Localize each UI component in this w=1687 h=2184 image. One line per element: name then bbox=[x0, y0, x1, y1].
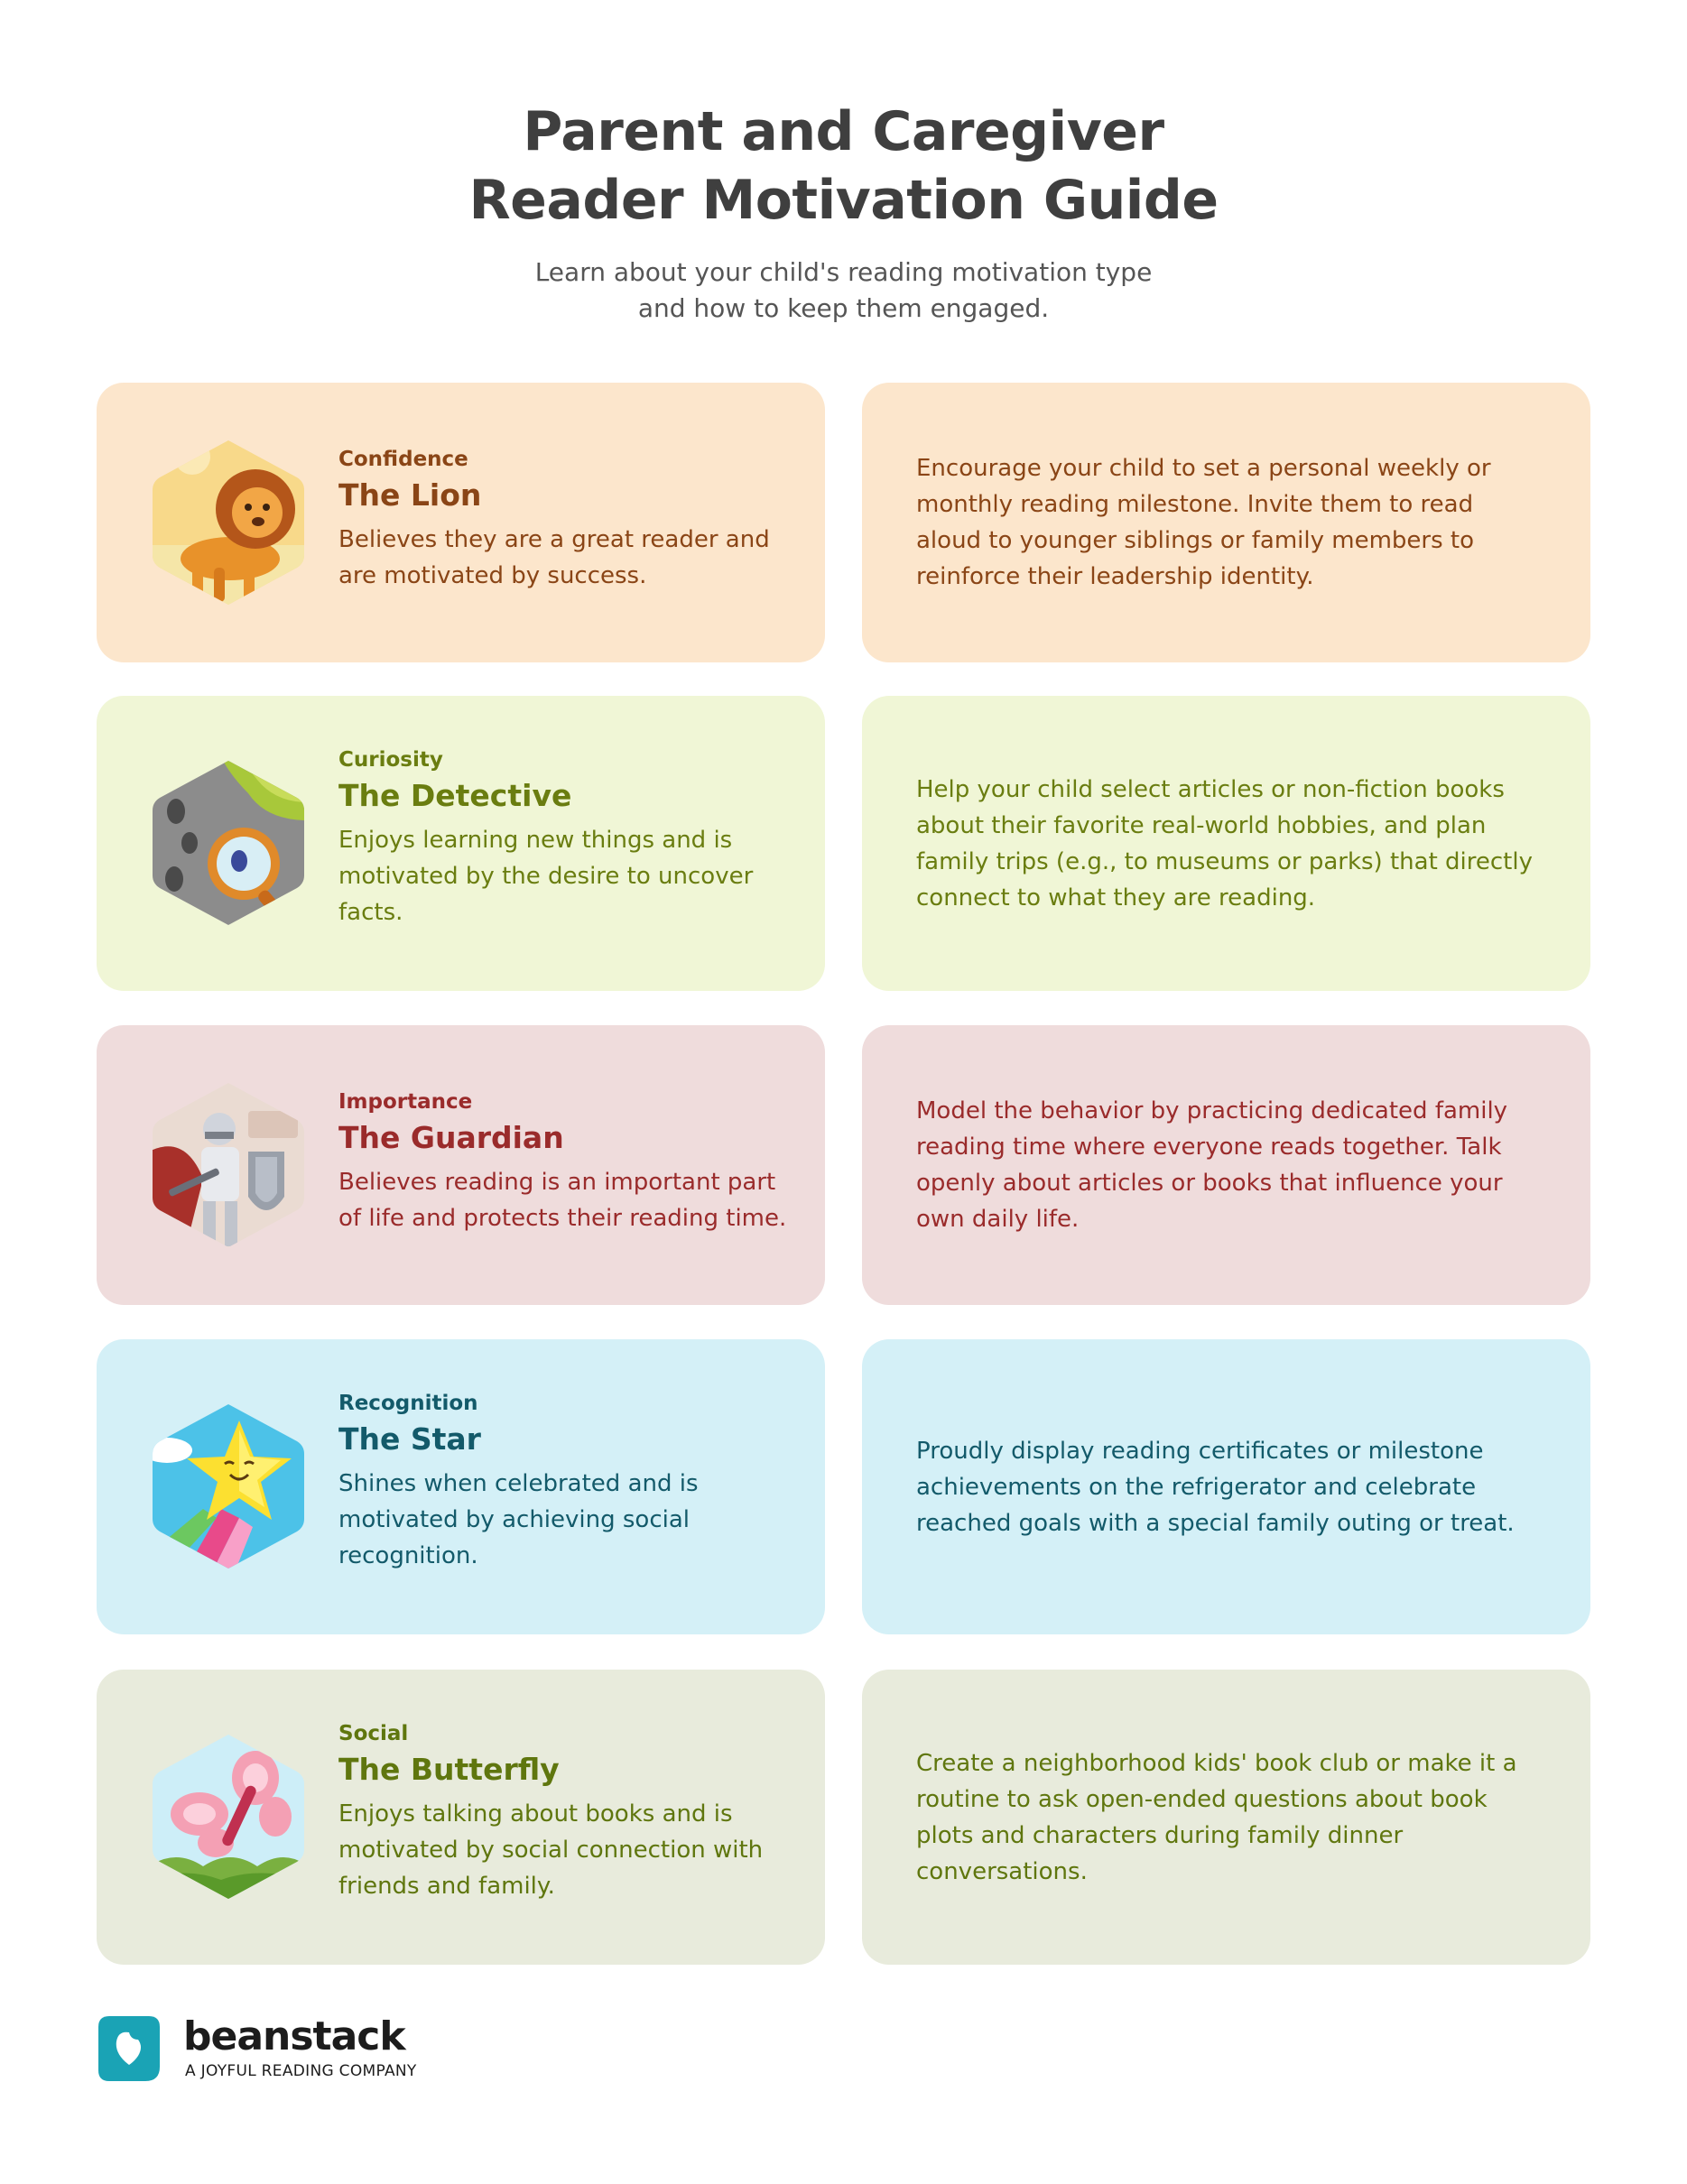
trait-label: Curiosity bbox=[338, 748, 443, 772]
brand-name: beanstack bbox=[183, 2013, 405, 2059]
type-name: The Star bbox=[338, 1421, 481, 1457]
tip-card-star bbox=[862, 1339, 1590, 1634]
trait-label: Recognition bbox=[338, 1392, 478, 1415]
tip-card-detective bbox=[862, 696, 1590, 991]
title-line-1: Parent and Caregiver bbox=[523, 100, 1164, 163]
tip-text: Encourage your child to set a personal weekly or monthly reading milestone. Invite them to read aloud to younger siblings or family members to reinforce their leadership identity. bbox=[916, 455, 1491, 590]
type-row-star bbox=[97, 1339, 1590, 1634]
trait-label: Social bbox=[338, 1722, 409, 1745]
type-row-lion bbox=[97, 383, 1590, 662]
type-name: The Detective bbox=[338, 778, 572, 813]
type-info bbox=[338, 1390, 789, 1574]
type-info bbox=[338, 1720, 789, 1904]
magnifying-glass-icon bbox=[149, 757, 308, 929]
subtitle-line-2: and how to keep them engaged. bbox=[637, 293, 1050, 323]
page-subtitle bbox=[0, 254, 1687, 327]
brand-tagline: A JOYFUL READING COMPANY bbox=[185, 2062, 417, 2080]
type-card-lion bbox=[97, 383, 825, 662]
tip-card-lion bbox=[862, 383, 1590, 662]
type-name: The Lion bbox=[338, 477, 482, 513]
type-card-star bbox=[97, 1339, 825, 1634]
type-info bbox=[338, 446, 789, 594]
type-info bbox=[338, 1088, 789, 1236]
type-card-butterfly bbox=[97, 1670, 825, 1965]
type-description: Believes reading is an important part of life and protects their reading time. bbox=[338, 1169, 787, 1232]
type-name: The Guardian bbox=[338, 1120, 564, 1155]
page-title bbox=[0, 97, 1687, 235]
subtitle-line-1: Learn about your child's reading motivation type bbox=[534, 257, 1153, 287]
type-row-detective bbox=[97, 696, 1590, 991]
title-line-2: Reader Motivation Guide bbox=[468, 169, 1219, 232]
tip-card-butterfly bbox=[862, 1670, 1590, 1965]
tip-text: Proudly display reading certificates or milestone achievements on the refrigerator and celebrate reached goals with a special family outing or treat. bbox=[916, 1437, 1515, 1537]
trait-label: Importance bbox=[338, 1090, 473, 1114]
lion-icon bbox=[149, 437, 308, 608]
tip-text: Create a neighborhood kids' book club or make it a routine to ask open-ended questions about book plots and characters during family dinner conversations. bbox=[916, 1749, 1517, 1885]
type-info bbox=[338, 746, 789, 930]
type-name: The Butterfly bbox=[338, 1752, 560, 1787]
type-card-guardian bbox=[97, 1025, 825, 1305]
beanstack-logo bbox=[97, 2014, 476, 2087]
type-description: Enjoys talking about books and is motivated by social connection with friends and family. bbox=[338, 1800, 764, 1900]
butterfly-icon bbox=[149, 1731, 308, 1902]
tip-text: Model the behavior by practicing dedicated family reading time where everyone reads together. Talk openly about articles or books that influence your own daily life. bbox=[916, 1097, 1508, 1233]
type-row-guardian bbox=[97, 1025, 1590, 1305]
type-description: Enjoys learning new things and is motivated by the desire to uncover facts. bbox=[338, 827, 754, 926]
beanstack-logo-icon bbox=[97, 2014, 162, 2083]
trait-label: Confidence bbox=[338, 448, 468, 471]
star-icon bbox=[149, 1401, 308, 1572]
tip-card-guardian bbox=[862, 1025, 1590, 1305]
tip-text: Help your child select articles or non-fiction books about their favorite real-world hobbies, and plan family trips (e.g., to museums or parks) that directly connect to what they are reading. bbox=[916, 775, 1533, 912]
type-row-butterfly bbox=[97, 1670, 1590, 1965]
page-header bbox=[0, 97, 1687, 327]
knight-icon bbox=[149, 1079, 308, 1251]
type-card-detective bbox=[97, 696, 825, 991]
type-description: Shines when celebrated and is motivated by achieving social recognition. bbox=[338, 1470, 699, 1569]
type-description: Believes they are a great reader and are motivated by success. bbox=[338, 526, 770, 589]
